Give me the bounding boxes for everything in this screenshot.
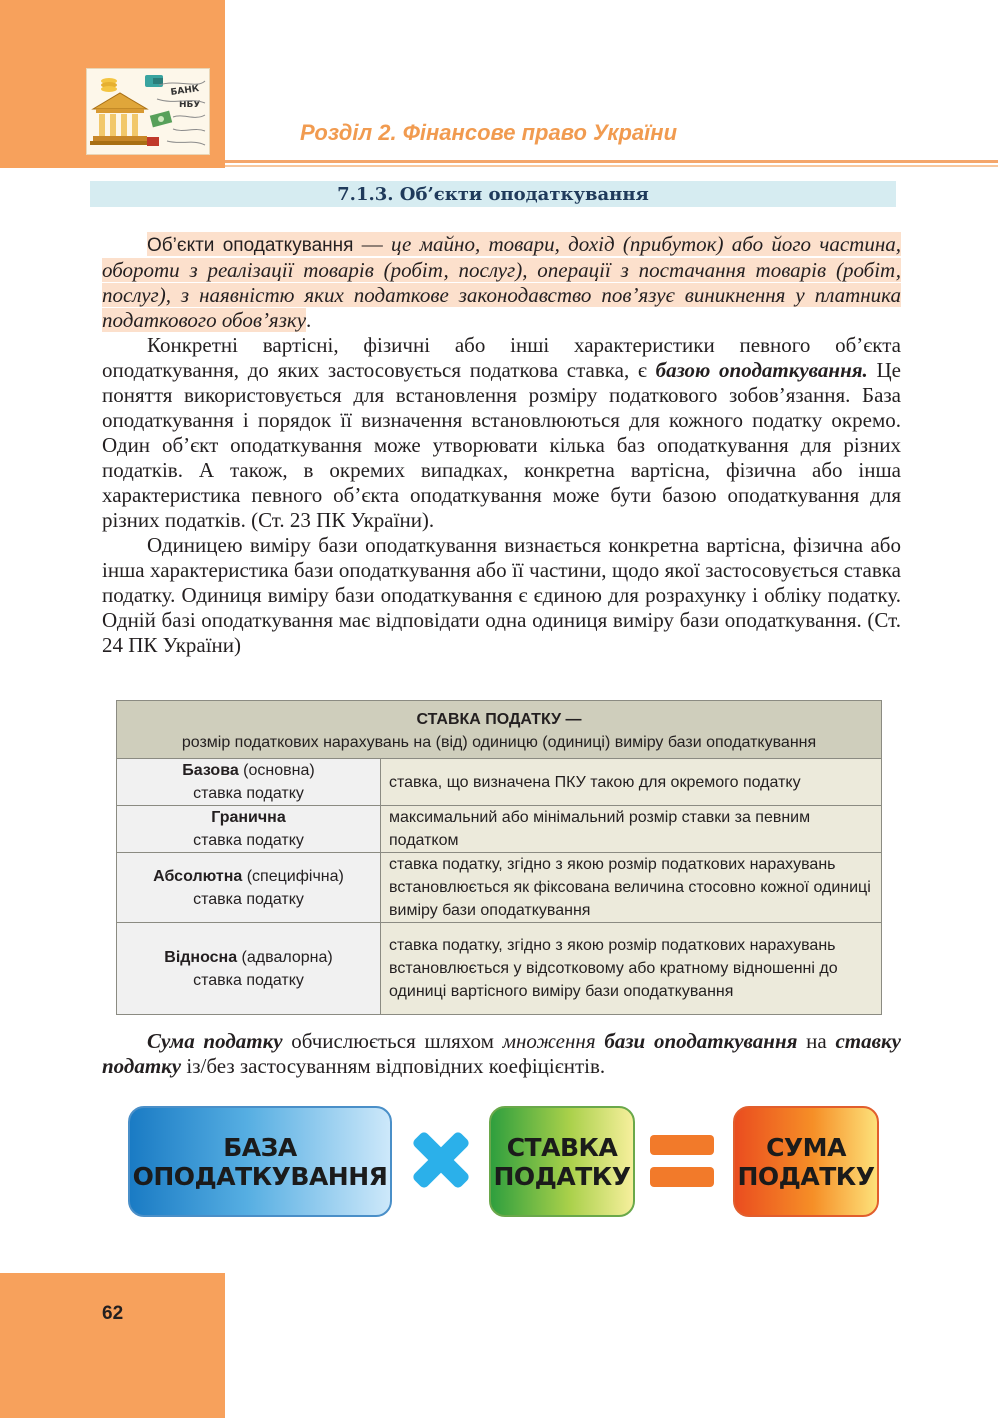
table-row (117, 923, 882, 1015)
formula-text-1: обчислюється шляхом (282, 1029, 503, 1053)
term-tax-base: бази оподаткування (604, 1029, 798, 1053)
section-title-bar (90, 181, 896, 207)
rate-name-bold: Базова (182, 762, 239, 779)
money-bill-icon (147, 111, 172, 146)
word-multiplication: множення (502, 1029, 596, 1053)
table-header-title: СТАВКА ПОДАТКУ — (416, 711, 582, 728)
rate-name-paren: (адвалорна) (237, 948, 333, 966)
rate-name-line2: ставка податку (193, 971, 304, 989)
rate-name-cell (117, 923, 381, 1015)
tax-rate-box-line1: СТАВКА (506, 1132, 618, 1162)
unit-text: Одиницею виміру бази оподаткування визнається конкретна вартісна, фізична або інша характеристика бази оподаткування або її частини, щодо якої застосовується ставка податку. Одиниця виміру бази оподаткування є єдиною для розрахунку і обліку податку. Одній базі оподаткування має відповідати одна одиниця виміру бази оподаткування. (Ст. 24 ПК України) (102, 533, 901, 657)
tax-sum-box (733, 1106, 879, 1217)
tax-base-box-line1: БАЗА (223, 1132, 297, 1162)
term-tax-sum: Сума податку (147, 1029, 283, 1053)
logo-text-nbu: НБУ (179, 100, 201, 110)
formula-text-4: із/без застосуванням відповідних коефіцієнтів. (181, 1054, 606, 1078)
rate-name-line2: ставка податку (193, 890, 304, 908)
tax-base-box-line2: ОПОДАТКУВАННЯ (132, 1161, 388, 1191)
table-row (117, 759, 882, 806)
equals-icon (650, 1133, 714, 1191)
rate-name-line2: ставка податку (193, 785, 304, 802)
tax-base-text-2: Це поняття використовується для встановлення розміру податкового зобов’язання. База оподаткування і порядок її визначення встановлюються для кожного податку окремо. Один об’єкт оподаткування може утворювати кілька баз оподаткування для різних податків. А також, в окремих випадках, конкретна вартісна, фізична або інша характеристика певного об’єкта оподаткування може бути базою оподаткування для різних податків. (Ст. 23 ПК України). (102, 358, 901, 532)
tax-rate-box-line2: ПОДАТКУ (493, 1161, 631, 1191)
table-row (117, 806, 882, 853)
rate-description-cell: ставка, що визначена ПКУ такою для окремого податку (381, 759, 882, 806)
tax-rate-table (116, 700, 882, 1015)
logo-text-bank: БАНК (170, 84, 200, 98)
chapter-title: Розділ 2. Фінансове право України (300, 120, 678, 145)
tax-sum-box-line2: ПОДАТКУ (737, 1161, 875, 1191)
rate-name-paren: (специфічна) (242, 867, 344, 885)
table-row (117, 853, 882, 923)
formula-paragraph (102, 1029, 901, 1079)
tax-sum-box-line1: СУМА (766, 1132, 846, 1162)
term-tax-rate: ставку податку (102, 1029, 901, 1078)
rate-name-cell (117, 759, 381, 806)
unit-paragraph (102, 533, 901, 658)
definition-paragraph (102, 232, 901, 333)
rate-name-paren: (основна) (238, 762, 315, 779)
rate-name-line2: ставка податку (193, 832, 304, 849)
multiply-icon (408, 1127, 474, 1193)
rate-description-cell: ставка податку, згідно з якою розмір податкових нарахувань встановлюється у відсотковому або кратному відношенні до одиниці вартісного виміру бази оподаткування (381, 923, 882, 1015)
tax-base-term: базою оподаткування. (655, 358, 868, 382)
rate-name-cell (117, 853, 381, 923)
definition-term: Об’єкти оподаткування (147, 235, 354, 256)
rate-description-cell: максимальний або мінімальний розмір ставки за певним податком (381, 806, 882, 853)
section-title: 7.1.3. Об’єкти оподаткування (337, 184, 649, 205)
formula-text-3: на (797, 1029, 836, 1053)
table-header-cell (117, 701, 882, 759)
footer-orange-block (0, 1273, 225, 1418)
rate-name-bold: Відносна (164, 948, 238, 966)
tax-base-text-1: Конкретні вартісні, фізичні або інші характеристики певного об’єкта оподаткування, до яких застосовується податкова ставка, є (102, 333, 901, 382)
definition-end: . (306, 308, 312, 332)
tax-base-paragraph (102, 333, 901, 533)
header-divider (225, 160, 998, 167)
table-header-subtitle: розмір податкових нарахувань на (від) одиницю (одиниці) виміру бази оподаткування (181, 734, 817, 751)
chapter-logo (86, 68, 210, 155)
tax-base-box (128, 1106, 392, 1217)
definition-text: це майно, товари, дохід (прибуток) або його частина, обороти з реалізації товарів (робіт, послуг), операції з постачання товарів (робіт, послуг), з наявністю яких податкове законодавство пов’язує виникнення у платника податкового обов’язку (102, 232, 902, 332)
table-header-row (117, 701, 882, 759)
rate-name-cell (117, 806, 381, 853)
tax-rate-box (489, 1106, 635, 1217)
body-text (102, 232, 901, 658)
coin-stack-icon (101, 78, 117, 92)
wallet-icon (145, 75, 163, 87)
bank-building-icon (90, 93, 150, 145)
rate-name-bold: Абсолютна (153, 867, 243, 885)
rate-description-cell: ставка податку, згідно з якою розмір податкових нарахувань встановлюється як фіксована величина стосовно кожної одиниці виміру бази оподаткування (381, 853, 882, 923)
chapter-logo-image (87, 69, 209, 154)
definition-dash: — (353, 232, 391, 256)
page-number: 62 (102, 1303, 124, 1324)
rate-name-bold: Гранична (211, 809, 286, 826)
